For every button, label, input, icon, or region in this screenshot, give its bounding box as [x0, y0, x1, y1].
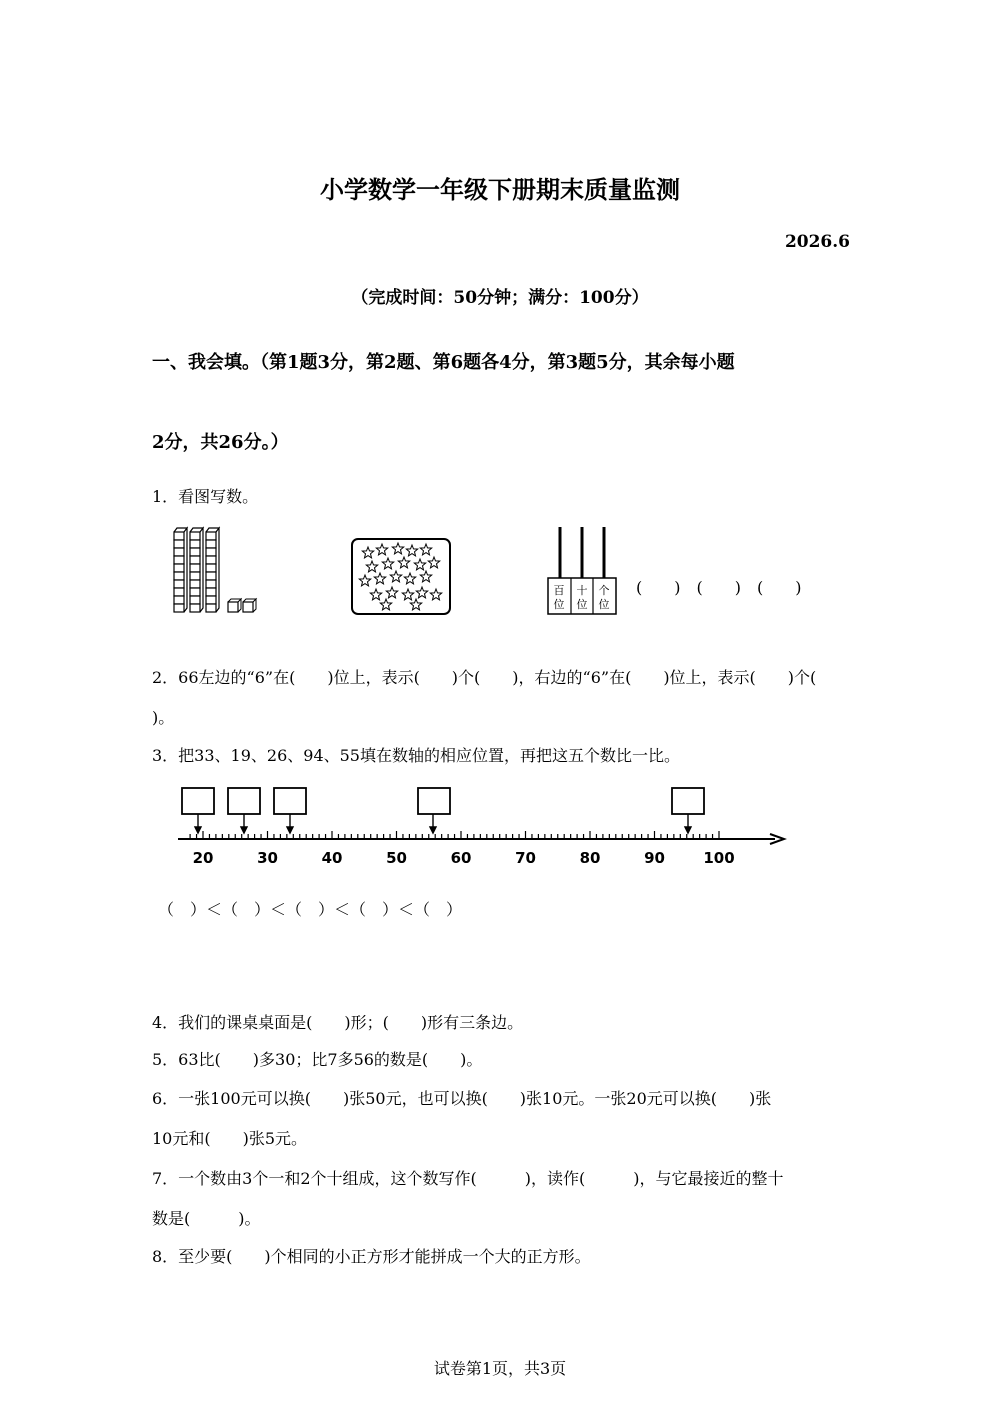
axis-label-20: 20	[192, 849, 214, 867]
rod-cell	[174, 604, 184, 612]
rod-cell	[206, 588, 216, 596]
exam-date: 2026.6	[784, 232, 850, 252]
pointer-arrows	[195, 814, 691, 833]
rod-cell	[190, 540, 200, 548]
rod-cell	[174, 572, 184, 580]
rod-cell	[174, 548, 184, 556]
number-line-labels	[193, 849, 735, 867]
abacus-figure	[540, 522, 625, 617]
ten-rods	[174, 528, 219, 612]
question-4: 4．我们的课桌桌面是( )形；( )形有三条边。	[152, 1013, 524, 1032]
rod-cell	[190, 596, 200, 604]
abacus-label-tens-2: 位	[576, 598, 588, 611]
rod-cell	[190, 564, 200, 572]
rod-cell	[190, 556, 200, 564]
rod-cell	[174, 588, 184, 596]
question-6-line2: 10元和( )张5元。	[152, 1129, 308, 1148]
question-5: 5．63比( )多30；比7多56的数是( )。	[152, 1050, 483, 1069]
rod-cell	[206, 540, 216, 548]
question-1-answer-blanks: ( ) ( ) ( )	[636, 578, 802, 597]
axis-label-30: 30	[257, 849, 278, 867]
rod-cell	[174, 540, 184, 548]
rod-cell	[206, 596, 216, 604]
question-2-line2: )。	[152, 708, 175, 727]
axis-label-50: 50	[386, 849, 407, 867]
rod-cell	[190, 580, 200, 588]
section-1-heading-line1: 一、我会填。（第1题3分，第2题、第6题各4分，第3题5分，其余每小题	[152, 352, 735, 373]
page-title: 小学数学一年级下册期末质量监测	[320, 176, 680, 204]
rod-cell	[206, 532, 216, 540]
question-7-line1: 7．一个数由3个一和2个十组成，这个数写作( )，读作( )，与它最接近的整十	[152, 1169, 784, 1188]
axis-label-80: 80	[579, 849, 601, 867]
place-value-blocks-figure	[168, 522, 263, 617]
rod-cell	[206, 604, 216, 612]
abacus-label-hundreds-1: 百	[553, 584, 565, 597]
page-footer: 试卷第1页，共3页	[433, 1359, 567, 1378]
abacus-label-tens-1: 十	[576, 584, 588, 597]
rod-cell	[174, 556, 184, 564]
abacus-label-ones-1: 个	[598, 584, 610, 597]
axis-label-40: 40	[321, 849, 343, 867]
abacus-label-hundreds-2: 位	[553, 598, 565, 611]
question-1: 1．看图写数。	[152, 487, 259, 506]
question-3-comparison-blanks: （ ）＜（ ）＜（ ）＜（ ）＜（ ）	[158, 900, 463, 919]
rod-cell	[190, 572, 200, 580]
rod-cell	[174, 564, 184, 572]
rod-cell	[174, 532, 184, 540]
number-line-ticks	[190, 831, 719, 839]
axis-label-100: 100	[703, 849, 735, 867]
question-8: 8．至少要( )个相同的小正方形才能拼成一个大的正方形。	[152, 1247, 591, 1266]
unit-cube	[243, 602, 253, 612]
abacus-label-ones-2: 位	[598, 598, 610, 611]
axis-label-60: 60	[450, 849, 472, 867]
rod-cell	[190, 588, 200, 596]
rod-cell	[206, 548, 216, 556]
rod-cell	[190, 604, 200, 612]
rod-cell	[190, 532, 200, 540]
unit-cube	[228, 602, 238, 612]
stars-box-figure	[350, 537, 452, 617]
rod-cell	[174, 580, 184, 588]
exam-info: （完成时间：50分钟；满分：100分）	[351, 288, 649, 308]
rod-cell	[174, 596, 184, 604]
axis-label-70: 70	[515, 849, 536, 867]
axis-label-90: 90	[644, 849, 665, 867]
question-2-line1: 2．66左边的“6”在( )位上，表示( )个( )，右边的“6”在( )位上，表示( )个(	[152, 668, 817, 687]
question-3: 3．把33、19、26、94、55填在数轴的相应位置，再把这五个数比一比。	[152, 746, 680, 765]
section-1-heading-line2: 2分，共26分。）	[152, 432, 289, 453]
question-6-line1: 6．一张100元可以换( )张50元，也可以换( )张10元。一张20元可以换( )张	[152, 1089, 772, 1108]
rod-cell	[206, 580, 216, 588]
rod-cell	[206, 572, 216, 580]
question-7-line2: 数是( )。	[152, 1209, 261, 1228]
rod-cell	[206, 564, 216, 572]
rod-cell	[190, 548, 200, 556]
rod-cell	[206, 556, 216, 564]
answer-boxes	[182, 788, 704, 814]
number-line-figure	[170, 785, 790, 870]
